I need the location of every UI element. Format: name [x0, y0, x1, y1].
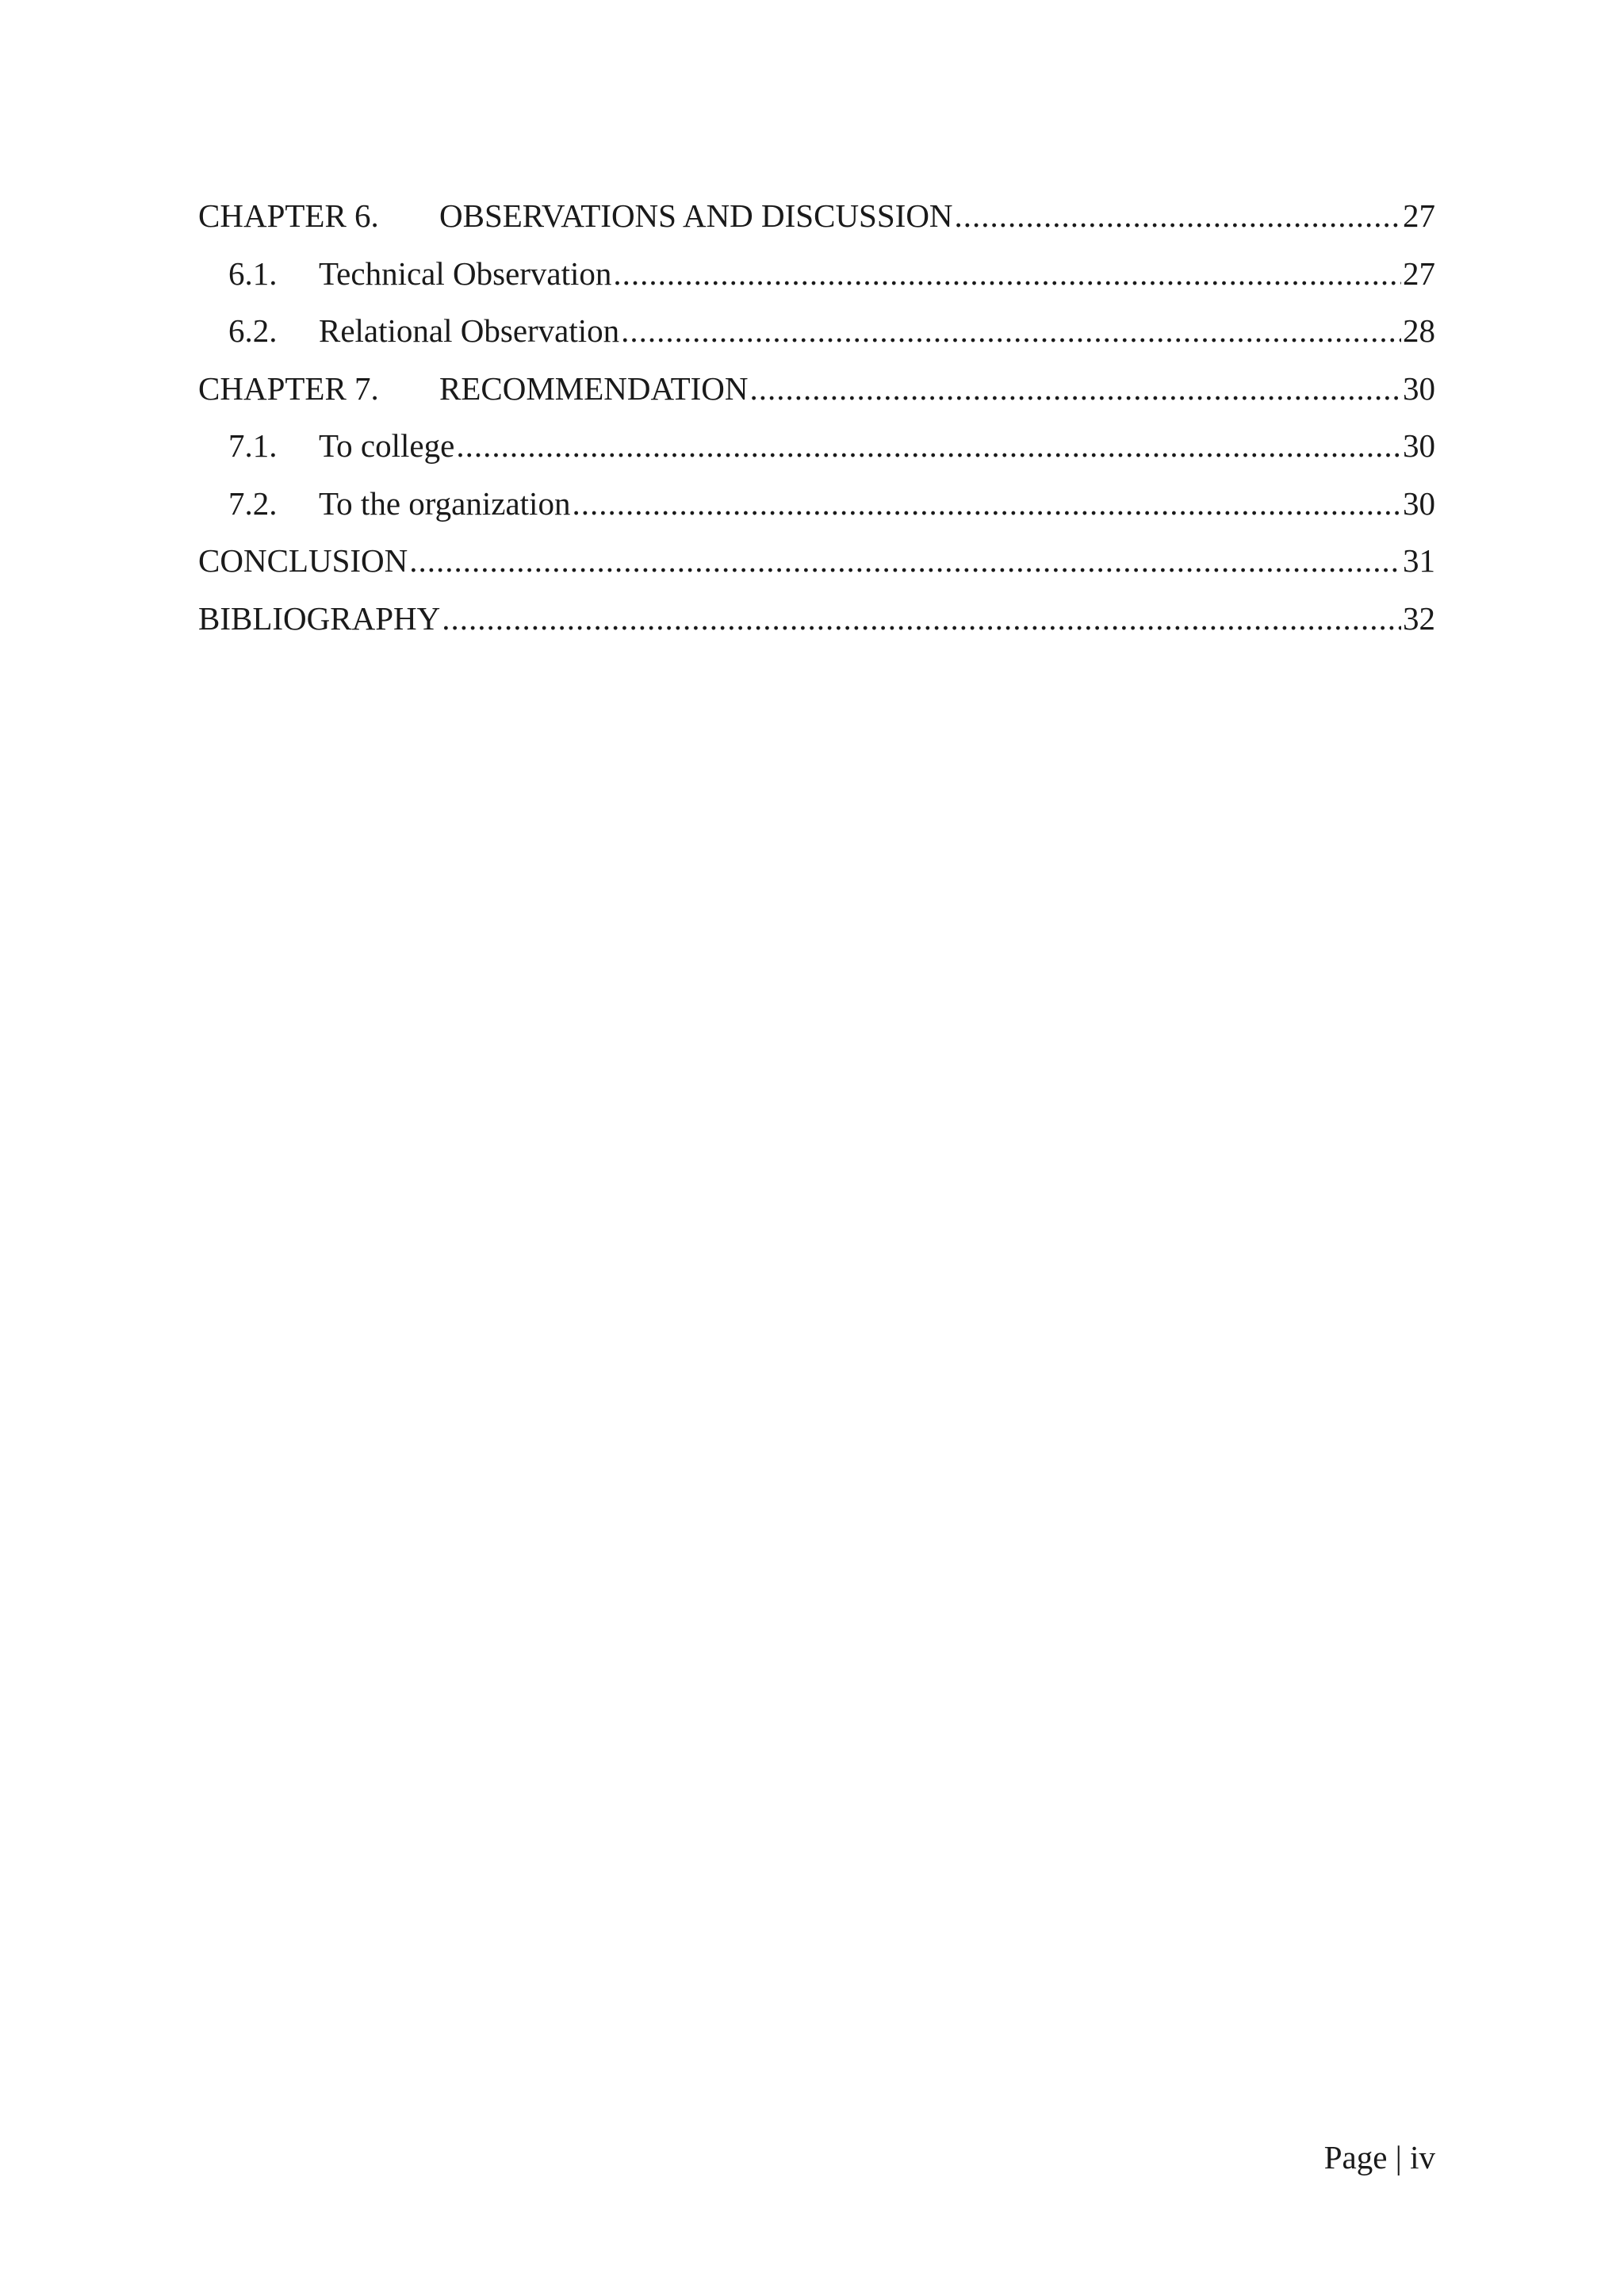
toc-entry-page: 32 [1403, 599, 1435, 637]
toc-entry-number: CHAPTER 7. [198, 369, 379, 407]
toc-entry-title: To college [319, 427, 455, 464]
toc-entry-to-the-organization[interactable] [198, 483, 1435, 541]
toc-entry-page: 28 [1403, 312, 1435, 349]
page-number-footer: Page | iv [1323, 2139, 1435, 2175]
toc-entry-bibliography[interactable] [198, 598, 1435, 656]
toc-entry-number: 6.1. [228, 254, 278, 292]
toc-dot-leader [955, 195, 1401, 236]
toc-entry-title: Relational Observation [319, 312, 620, 349]
toc-entry-conclusion[interactable] [198, 540, 1435, 598]
toc-entry-to-college[interactable] [198, 425, 1435, 483]
toc-entry-page: 30 [1403, 484, 1435, 522]
toc-entry-technical-observation[interactable] [198, 253, 1435, 311]
toc-dot-leader [442, 598, 1401, 639]
toc-dot-leader [621, 310, 1401, 351]
toc-entry-title: BIBLIOGRAPHY [198, 599, 441, 637]
toc-entry-number: CHAPTER 6. [198, 197, 379, 234]
toc-entry-relational-observation[interactable] [198, 310, 1435, 368]
toc-entry-chapter-6[interactable] [198, 195, 1435, 253]
toc-entry-title: CONCLUSION [198, 542, 408, 579]
toc-entry-number: 7.2. [228, 484, 278, 522]
toc-dot-leader [750, 368, 1402, 409]
toc-dot-leader [456, 425, 1401, 466]
toc-dot-leader [409, 540, 1401, 581]
toc-dot-leader [613, 253, 1401, 294]
toc-entry-chapter-7[interactable] [198, 368, 1435, 426]
toc-entry-title: RECOMMENDATION [439, 369, 749, 407]
toc-entry-page: 27 [1403, 197, 1435, 234]
toc-entry-title: To the organization [319, 484, 571, 522]
toc-entry-page: 30 [1403, 369, 1435, 407]
toc-entry-number: 7.1. [228, 427, 278, 464]
toc-dot-leader [572, 483, 1401, 524]
toc-entry-title: Technical Observation [319, 254, 612, 292]
toc-entry-title: OBSERVATIONS AND DISCUSSION [439, 197, 953, 234]
toc-entry-number: 6.2. [228, 312, 278, 349]
toc-entry-page: 27 [1403, 254, 1435, 292]
toc-entry-page: 31 [1403, 542, 1435, 579]
table-of-contents [198, 195, 1435, 655]
toc-entry-page: 30 [1403, 427, 1435, 464]
